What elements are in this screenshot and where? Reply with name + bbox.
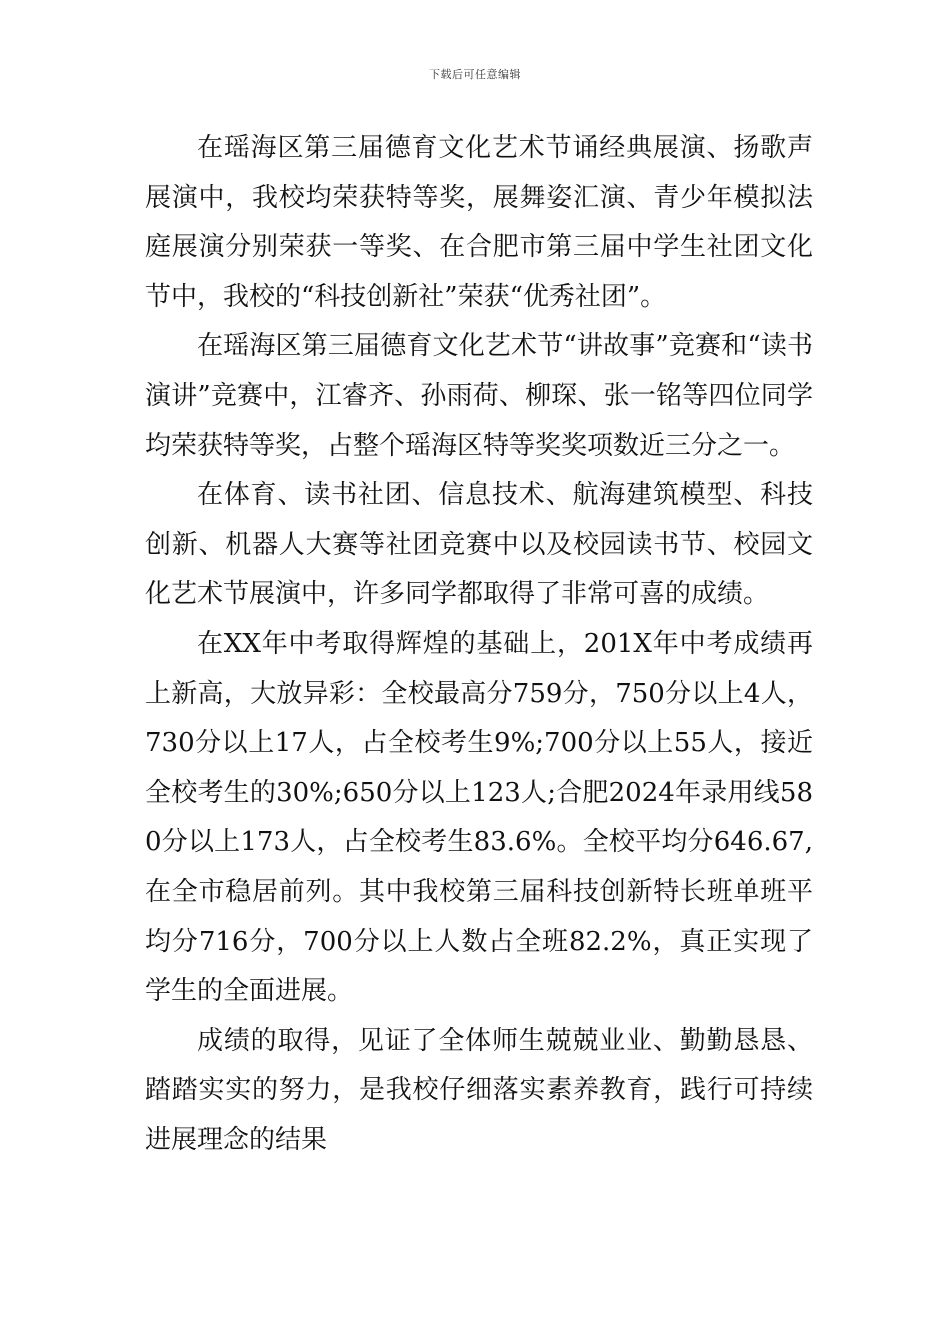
page-header: 下载后可任意编辑 — [429, 68, 521, 81]
paragraph-5: 成绩的取得，见证了全体师生兢兢业业、勤勤恳恳、踏踏实实的努力，是我校仔细落实素养教育，践行可持续进展理念的结果 — [145, 1025, 813, 1155]
paragraph-4: 在XX年中考取得辉煌的基础上，201X年中考成绩再上新高，大放异彩：全校最高分759分，750分以上4人，730分以上17人，占全校考生9%;700分以上55人，接近全校考生的30%;650分以上123人;合肥2024年录用线580分以上173人，占全校考生83.6%。全校平均分646.67,在全市稳居前列。其中我校第三届科技创新特长班单班平均分716分，700分以上人数占全班82.2%，真正实现了学生的全面进展。 — [145, 628, 813, 1007]
paragraph-1: 在瑶海区第三届德育文化艺术节诵经典展演、扬歌声展演中，我校均荣获特等奖，展舞姿汇演、青少年模拟法庭展演分别荣获一等奖、在合肥市第三届中学生社团文化节中，我校的“科技创新社”荣获“优秀社团”。 — [145, 133, 813, 312]
paragraph-3: 在体育、读书社团、信息技术、航海建筑模型、科技创新、机器人大赛等社团竞赛中以及校园读书节、校园文化艺术节展演中，许多同学都取得了非常可喜的成绩。 — [145, 480, 813, 610]
paragraph-2: 在瑶海区第三届德育文化艺术节“讲故事”竞赛和“读书演讲”竞赛中，江睿齐、孙雨荷、柳琛、张一铭等四位同学均荣获特等奖，占整个瑶海区特等奖奖项数近三分之一。 — [145, 331, 813, 461]
document-body — [145, 124, 813, 1165]
